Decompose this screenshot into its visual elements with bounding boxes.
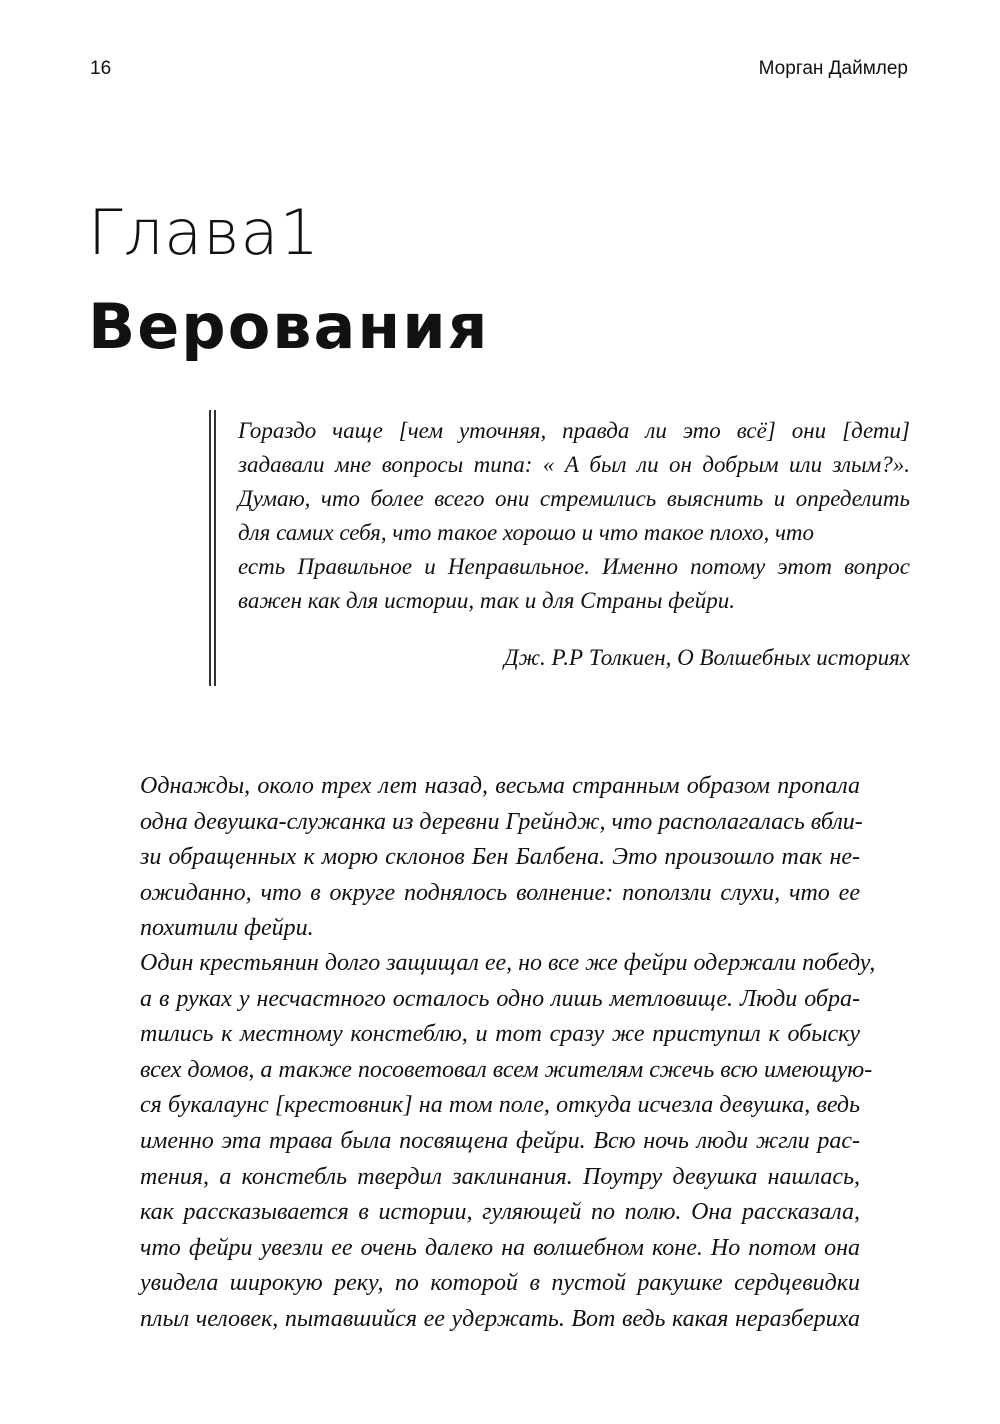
- epigraph-line: важен как для истории, так и для Страны фейри.: [238, 588, 735, 613]
- text-line: плыл человек, пытавшийся ее удержать. Вот ведь какая неразбериха: [140, 1305, 860, 1332]
- epigraph: [238, 414, 910, 618]
- text-line: всех домов, а также посоветовал всем жителям сжечь всю имеющую-: [140, 1056, 873, 1083]
- epigraph-line: Думаю, что более всего они стремились выяснить и определить: [238, 486, 910, 511]
- epigraph-attribution: Дж. Р.Р Толкиен, О Волшебных историях: [504, 645, 910, 670]
- text-line: зи обращенных к морю склонов Бен Балбена. Это произошло так не-: [140, 844, 860, 871]
- text-line: как рассказывается в истории, гуляющей по полю. Она рассказала,: [140, 1199, 860, 1226]
- text-line: одна девушка-служанка из деревни Грейндж, что располагалась вбли-: [140, 808, 863, 835]
- epigraph-line: для самих себя, что такое хорошо и что такое плохо, что: [238, 520, 815, 545]
- text-line: Однажды, около трех лет назад, весьма странным образом пропала: [140, 773, 860, 799]
- chapter-title: Верования: [88, 290, 490, 363]
- paragraph: [140, 769, 863, 947]
- text-line: тились к местному констеблю, и тот сразу же приступил к обыску: [140, 1021, 860, 1048]
- text-line: тения, а констебль твердил заклинания. Поутру девушка нашлась,: [140, 1163, 860, 1190]
- text-line: увидела широкую реку, по которой в пустой ракушке сердцевидки: [140, 1270, 860, 1297]
- epigraph-rule: [209, 410, 216, 686]
- text-line: именно эта трава была посвящена фейри. Всю ночь люди жгли рас-: [140, 1127, 860, 1154]
- text-line: а в руках у несчастного осталось одно лишь метловище. Люди обра-: [140, 985, 860, 1012]
- epigraph-line: есть Правильное и Неправильное. Именно потому этот вопрос: [238, 554, 910, 579]
- text-line: Один крестьянин долго защищал ее, но все же фейри одержали победу,: [140, 950, 876, 976]
- text-line: что фейри увезли ее очень далеко на волшебном коне. Но потом она: [140, 1234, 860, 1261]
- text-line: похитили фейри.: [140, 915, 314, 942]
- paragraph: [140, 946, 876, 1338]
- epigraph-line: Гораздо чаще [чем уточняя, правда ли это всё] они [дети]: [238, 418, 910, 443]
- chapter-number: Глава1: [88, 196, 320, 269]
- running-header-author: Морган Даймлер: [758, 58, 908, 79]
- epigraph-line: задавали мне вопросы типа: « А был ли он добрым или злым?».: [238, 452, 910, 477]
- text-line: ся букалаунс [крестовник] на том поле, откуда исчезла девушка, ведь: [140, 1092, 860, 1119]
- page-number: 16: [90, 58, 112, 79]
- text-line: ожиданно, что в округе поднялось волнение: поползли слухи, что ее: [140, 879, 860, 906]
